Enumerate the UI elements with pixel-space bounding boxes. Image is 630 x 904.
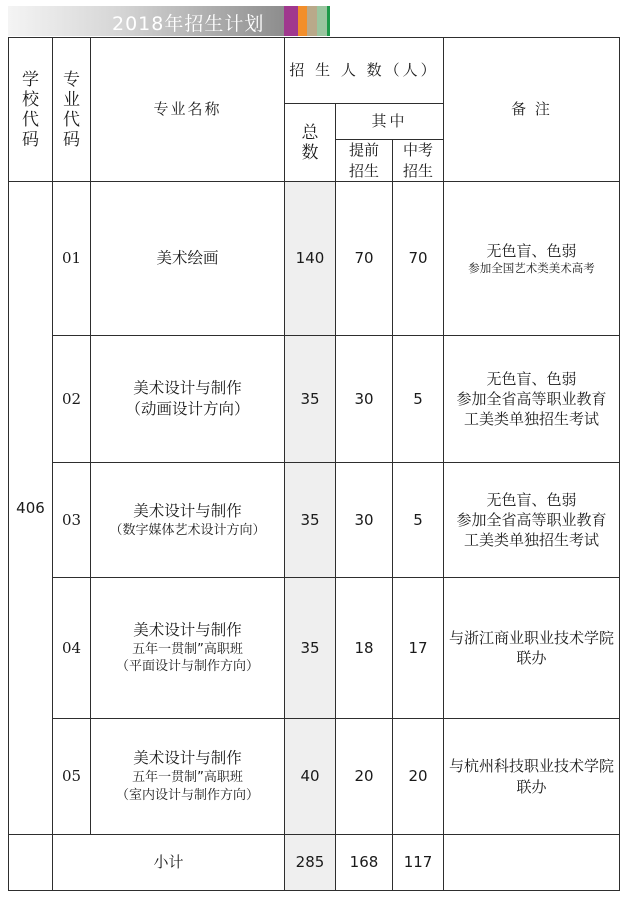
title-banner xyxy=(8,6,328,36)
header-row-1 xyxy=(9,38,620,104)
major-name-line: （平面设计与制作方向） xyxy=(115,659,259,675)
subtotal-total: 285 xyxy=(285,835,336,891)
header-school-code-label: 学校代码 xyxy=(22,69,39,150)
remarks-line: 参加全省高等职业教育 xyxy=(456,389,607,408)
major-name-line: （室内设计与制作方向） xyxy=(115,787,259,803)
total-cell: 40 xyxy=(285,719,336,835)
exam-cell: 70 xyxy=(393,182,444,336)
table-row xyxy=(9,336,620,463)
header-exam-line2: 招生 xyxy=(403,161,434,180)
subtotal-school-code-cell xyxy=(9,835,53,891)
header-early-line1: 提前 xyxy=(348,141,379,160)
remarks-line: 与浙江商业职业技术学院 xyxy=(449,628,615,647)
remarks-line: 工美类单独招生考试 xyxy=(464,531,600,550)
major-name-cell xyxy=(91,336,285,463)
subtotal-exam: 117 xyxy=(393,835,444,891)
exam-cell: 20 xyxy=(393,719,444,835)
remarks-line: 无色盲、色弱 xyxy=(486,490,577,509)
header-major-name: 专业名称 xyxy=(91,38,285,182)
major-code-cell: 03 xyxy=(53,463,91,578)
early-cell: 20 xyxy=(336,719,393,835)
header-exam-line1: 中考 xyxy=(403,141,434,160)
exam-cell: 5 xyxy=(393,463,444,578)
banner-swatch-purple xyxy=(284,6,298,36)
remarks-line: 联办 xyxy=(516,777,547,796)
major-name-line: （动画设计方向） xyxy=(125,400,250,418)
remarks-line: 参加全国艺术类美术高考 xyxy=(468,260,595,275)
header-major-code xyxy=(53,38,91,182)
exam-cell: 17 xyxy=(393,578,444,719)
total-cell: 35 xyxy=(285,463,336,578)
remarks-cell xyxy=(444,578,620,719)
header-total-label: 总数 xyxy=(301,122,319,163)
major-code-cell: 02 xyxy=(53,336,91,463)
early-cell: 18 xyxy=(336,578,393,719)
major-code-cell: 04 xyxy=(53,578,91,719)
remarks-cell xyxy=(444,336,620,463)
banner-swatch-orange xyxy=(298,6,307,36)
early-cell: 30 xyxy=(336,463,393,578)
header-among: 其中 xyxy=(336,104,444,140)
table-row xyxy=(9,719,620,835)
early-cell: 30 xyxy=(336,336,393,463)
major-name-line: 美术设计与制作 xyxy=(133,749,242,768)
header-enrollment: 招 生 人 数（人） xyxy=(285,38,444,104)
enrollment-plan-table xyxy=(8,37,620,891)
major-name-line: 美术绘画 xyxy=(156,249,219,268)
remarks-line: 无色盲、色弱 xyxy=(486,241,577,260)
remarks-cell xyxy=(444,182,620,336)
remarks-cell xyxy=(444,463,620,578)
major-name-line: 美术设计与制作 xyxy=(133,501,242,520)
major-name-line: （数字媒体艺术设计方向） xyxy=(109,522,266,538)
remarks-line: 参加全省高等职业教育 xyxy=(456,510,607,529)
subtotal-row xyxy=(9,835,620,891)
table-row xyxy=(9,182,620,336)
header-major-code-label: 专业代码 xyxy=(63,69,80,150)
remarks-cell xyxy=(444,719,620,835)
banner-swatch-tan xyxy=(307,6,317,36)
major-name-cell xyxy=(91,719,285,835)
header-total xyxy=(285,104,336,182)
header-remarks: 备 注 xyxy=(444,38,620,182)
major-name-line: 五年一贯制”高职班 xyxy=(132,641,243,657)
major-name-line: 五年一贯制”高职班 xyxy=(132,770,243,786)
subtotal-early: 168 xyxy=(336,835,393,891)
remarks-line: 无色盲、色弱 xyxy=(486,369,577,388)
header-early xyxy=(336,140,393,182)
school-code-cell xyxy=(9,182,53,835)
remarks-line: 与杭州科技职业技术学院 xyxy=(449,757,615,776)
major-name-cell xyxy=(91,578,285,719)
table-row xyxy=(9,463,620,578)
page-title: 2018年招生计划 xyxy=(112,13,265,35)
total-cell: 35 xyxy=(285,336,336,463)
school-code-value: 406 xyxy=(16,498,45,517)
major-name-line: 美术设计与制作 xyxy=(133,620,242,639)
remarks-line: 联办 xyxy=(516,649,547,667)
exam-cell: 5 xyxy=(393,336,444,463)
total-cell: 35 xyxy=(285,578,336,719)
header-exam xyxy=(393,140,444,182)
total-cell: 140 xyxy=(285,182,336,336)
banner-swatch-green xyxy=(327,6,330,36)
early-cell: 70 xyxy=(336,182,393,336)
banner-swatch-lightgreen xyxy=(317,6,327,36)
major-name-cell xyxy=(91,182,285,336)
header-early-line2: 招生 xyxy=(348,161,379,180)
major-code-cell: 05 xyxy=(53,719,91,835)
remarks-line: 工美类单独招生考试 xyxy=(464,410,600,429)
header-school-code xyxy=(9,38,53,182)
major-name-line: 美术设计与制作 xyxy=(133,379,242,398)
subtotal-remarks xyxy=(444,835,620,891)
major-code-cell: 01 xyxy=(53,182,91,336)
table-row xyxy=(9,578,620,719)
major-name-cell xyxy=(91,463,285,578)
subtotal-label: 小计 xyxy=(53,835,285,891)
